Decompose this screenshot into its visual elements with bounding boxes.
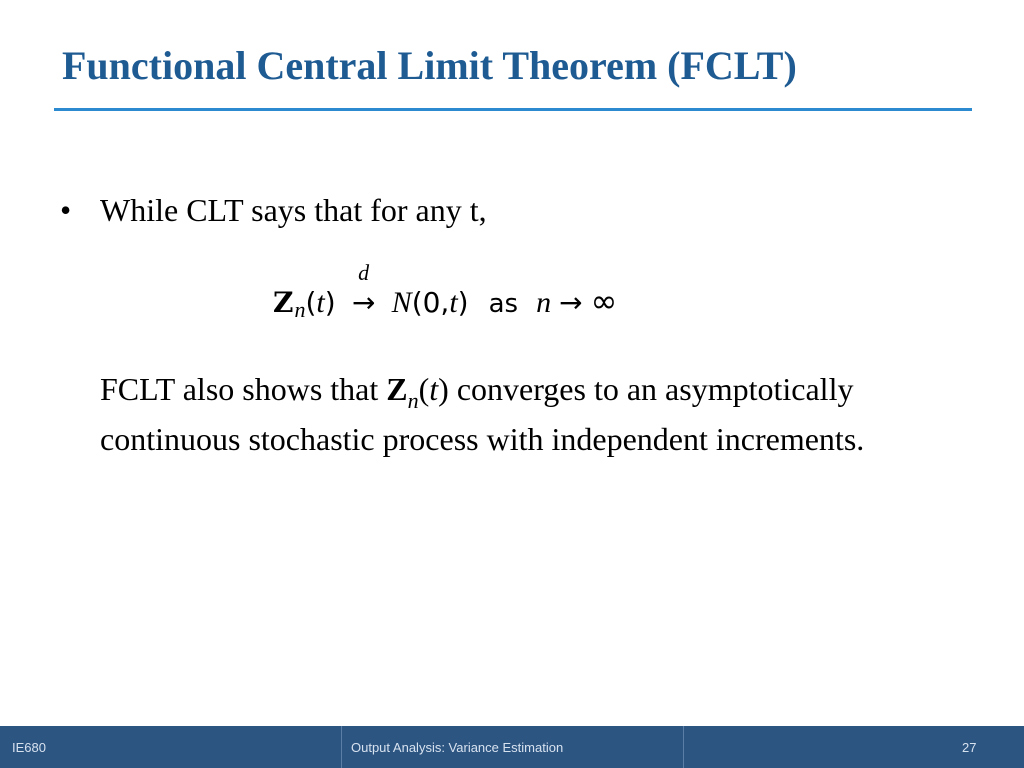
fclt-paragraph — [100, 366, 920, 463]
footer-divider — [683, 726, 684, 768]
clt-formula — [273, 260, 618, 322]
paragraph-t: t — [429, 371, 439, 407]
bullet-text: While CLT says that for any t, — [100, 192, 487, 228]
paragraph-rest: converges to an asymptotically continuous stochastic process with independent increments. — [100, 371, 865, 457]
page-number: 27 — [962, 740, 977, 755]
formula-args-close: ) — [457, 286, 469, 319]
slide-footer — [0, 726, 1024, 768]
formula-z: Z — [273, 286, 294, 319]
formula-t: t — [316, 286, 325, 319]
bullet-item — [60, 194, 487, 226]
footer-title: Output Analysis: Variance Estimation — [351, 740, 564, 755]
formula-n: n — [536, 286, 552, 319]
convergence-arrow — [342, 260, 386, 319]
infinity-symbol: ∞ — [590, 282, 618, 320]
limit-arrow-icon: → — [559, 286, 583, 319]
formula-open-paren: ( — [305, 286, 317, 319]
paragraph-open-paren: ( — [418, 371, 430, 407]
convergence-arrow-icon: → — [351, 286, 376, 319]
formula-close-paren: ) — [324, 286, 336, 319]
paragraph-subscript-n: n — [407, 388, 419, 413]
paragraph-lead: FCLT also shows that — [100, 371, 387, 407]
bullet-dot-icon: • — [60, 192, 72, 228]
slide-title: Functional Central Limit Theorem (FCLT) — [62, 43, 797, 88]
paragraph-close-paren: ) — [438, 371, 449, 407]
formula-subscript-n: n — [294, 297, 306, 322]
footer-course-code: IE680 — [12, 740, 46, 755]
footer-divider — [341, 726, 342, 768]
formula-args-open: (0, — [411, 286, 450, 319]
formula-N: N — [391, 286, 412, 319]
formula-args-t: t — [449, 286, 458, 319]
convergence-label: d — [358, 260, 370, 285]
paragraph-z: Z — [386, 371, 408, 407]
formula-as: as — [488, 289, 519, 319]
title-underline — [54, 108, 972, 111]
